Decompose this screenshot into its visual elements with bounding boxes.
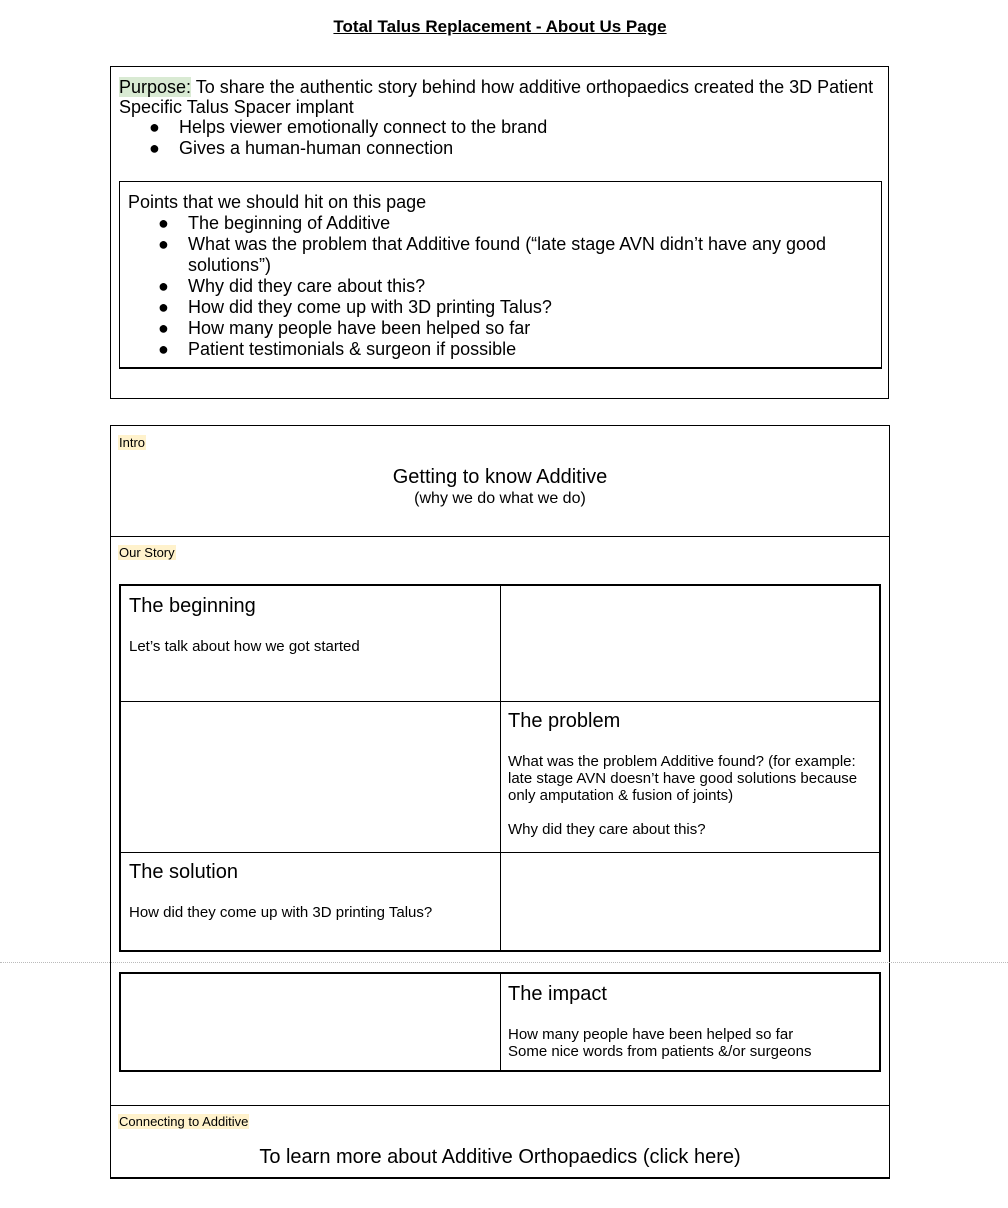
list-item: ● How many people have been helped so far: [158, 318, 531, 338]
bullet-icon: ●: [149, 117, 160, 137]
problem-text: What was the problem Additive found? (for example: late stage AVN doesn’t have good solutions because only amputation & fusion of joints) Why did they care about this?: [508, 753, 858, 838]
problem-cell: [500, 701, 879, 852]
purpose-text: To share the authentic story behind how additive orthopaedics created the 3D Patient Specific Talus Spacer implant: [119, 77, 874, 117]
story-table: [119, 584, 881, 952]
beginning-cell: [121, 586, 500, 701]
list-item: ● Why did they care about this?: [158, 276, 426, 296]
list-item: ● The beginning of Additive: [158, 213, 391, 233]
points-box: [119, 181, 882, 369]
learn-more-link[interactable]: To learn more about Additive Orthopaedics (click here): [259, 1146, 741, 1168]
impact-table: [119, 972, 881, 1072]
impact-title: The impact: [508, 983, 607, 1005]
section-divider: [111, 1105, 889, 1106]
impact-text: How many people have been helped so far Some nice words from patients &/or surgeons: [508, 1026, 812, 1060]
beginning-text: Let’s talk about how we got started: [129, 638, 360, 655]
problem-title: The problem: [508, 710, 621, 732]
beginning-title: The beginning: [129, 595, 256, 617]
purpose-statement: [119, 77, 880, 117]
bullet-icon: ●: [158, 318, 169, 338]
page-title: Total Talus Replacement - About Us Page: [333, 17, 667, 36]
list-item: ● How did they come up with 3D printing Talus?: [158, 297, 552, 317]
solution-text: How did they come up with 3D printing Talus?: [129, 904, 433, 921]
solution-title: The solution: [129, 861, 238, 883]
page-break-line: [0, 962, 1008, 963]
our-story-label: Our Story: [119, 545, 175, 560]
page-layout-box: [110, 425, 890, 1179]
connecting-label: Connecting to Additive: [119, 1114, 249, 1129]
purpose-bullets: [119, 117, 880, 159]
solution-cell: [121, 852, 500, 950]
list-item: ● Patient testimonials & surgeon if possible: [158, 339, 517, 359]
list-item: ● Helps viewer emotionally connect to the brand: [149, 117, 548, 137]
bullet-icon: ●: [158, 339, 169, 359]
bullet-icon: ●: [149, 138, 160, 158]
bullet-icon: ●: [158, 276, 169, 296]
intro-heading: Getting to know Additive: [392, 466, 608, 488]
bullet-icon: ●: [158, 213, 169, 233]
section-divider: [111, 536, 889, 537]
list-item: ● What was the problem that Additive found (“late stage AVN didn’t have any good solutions”): [158, 234, 827, 275]
intro-subheading: (why we do what we do): [414, 490, 586, 507]
points-heading: Points that we should hit on this page: [128, 192, 427, 212]
intro-label: Intro: [119, 435, 146, 450]
purpose-box: [110, 66, 889, 399]
purpose-label: Purpose:: [119, 77, 192, 97]
points-list: [128, 213, 873, 360]
list-item: ● Gives a human-human connection: [149, 138, 454, 158]
bullet-icon: ●: [158, 234, 169, 254]
bullet-icon: ●: [158, 297, 169, 317]
impact-cell: [500, 974, 879, 1070]
